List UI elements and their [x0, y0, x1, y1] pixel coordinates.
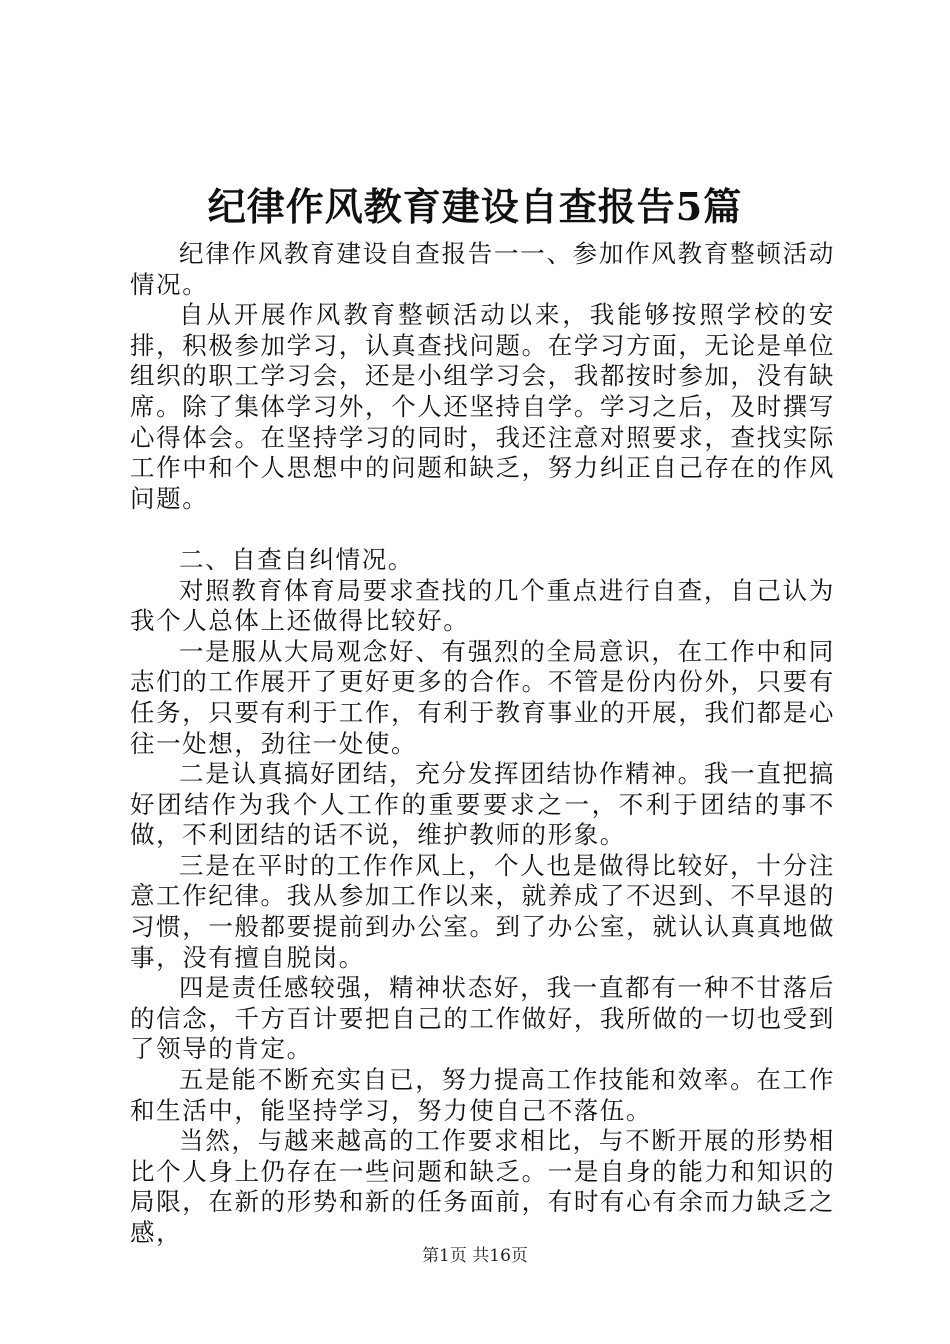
page-footer: 第1页 共16页 — [422, 1246, 528, 1266]
paragraph-point-four: 四是责任感较强，精神状态好，我一直都有一种不甘落后的信念，千方百计要把自己的工作做好，我所做的一切也受到了领导的肯定。 — [130, 973, 835, 1064]
paragraph-self-check: 对照教育体育局要求查找的几个重点进行自查，自己认为我个人总体上还做得比较好。 — [130, 575, 835, 636]
document-title: 纪律作风教育建设自查报告5篇 — [207, 184, 743, 229]
document-body — [130, 239, 835, 1249]
paragraph-point-one: 一是服从大局观念好、有强烈的全局意识，在工作中和同志们的工作展开了更好更多的合作。不管是份内份外，只要有任务，只要有利于工作，有利于教育事业的开展，我们都是心往一处想，劲往一处使。 — [130, 636, 835, 758]
paragraph-point-two: 二是认真搞好团结，充分发挥团结协作精神。我一直把搞好团结作为我个人工作的重要要求之一，不利于团结的事不做，不利团结的话不说，维护教师的形象。 — [130, 759, 835, 850]
paragraph-section-heading: 二、自查自纠情况。 — [179, 544, 414, 574]
paragraph-study: 自从开展作风教育整顿活动以来，我能够按照学校的安排，积极参加学习，认真查找问题。在学习方面，无论是单位组织的职工学习会，还是小组学习会，我都按时参加，没有缺席。除了集体学习外，个人还坚持自学。学习之后，及时撰写心得体会。在坚持学习的同时，我还注意对照要求，查找实际工作中和个人思想中的问题和缺乏，努力纠正自己存在的作风问题。 — [130, 300, 835, 513]
paragraph-point-three: 三是在平时的工作作风上，个人也是做得比较好，十分注意工作纪律。我从参加工作以来，就养成了不迟到、不早退的习惯，一般都要提前到办公室。到了办公室，就认认真真地做事，没有擅自脱岗。 — [130, 850, 835, 972]
paragraph-point-five: 五是能不断充实自已，努力提高工作技能和效率。在工作和生活中，能坚持学习，努力使自己不落伍。 — [130, 1065, 835, 1125]
paragraph-shortcomings: 当然，与越来越高的工作要求相比，与不断开展的形势相比个人身上仍存在一些问题和缺乏。一是自身的能力和知识的局限，在新的形势和新的任务面前，有时有心有余而力缺乏之感， — [130, 1126, 835, 1247]
paragraph-intro: 纪律作风教育建设自查报告一一、参加作风教育整顿活动情况。 — [130, 239, 835, 299]
